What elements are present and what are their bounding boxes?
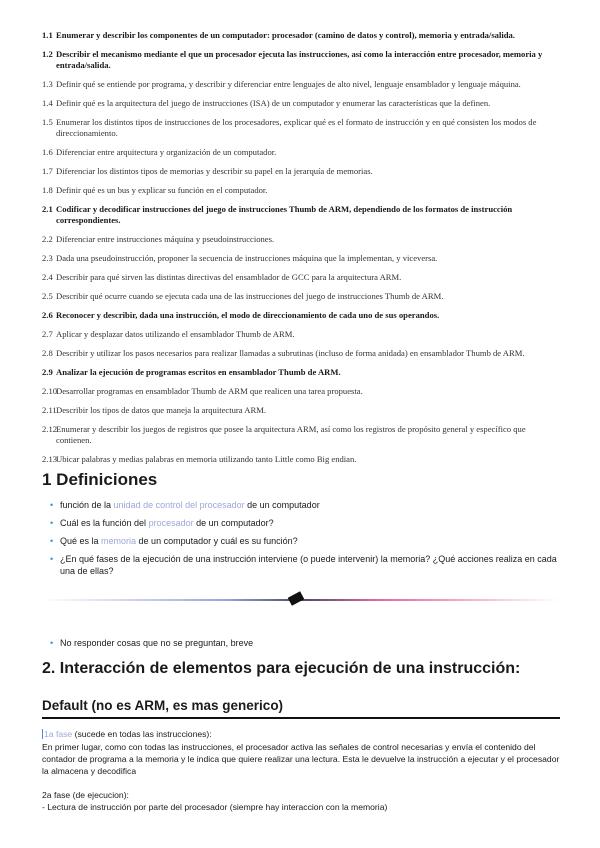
- objective-text: Definir qué se entiende por programa, y describir y diferenciar entre lenguajes de alto nivel, lenguaje ensamblador y lenguaje máquina.: [56, 79, 521, 89]
- objective-item: [42, 166, 562, 177]
- objective-text: Enumerar y describir los juegos de registros que posee la arquitectura ARM, así como los registros de propósito general y específico que contienen.: [56, 424, 526, 445]
- objective-item: [42, 234, 562, 245]
- objective-text: Dada una pseudoinstrucción, proponer la secuencia de instrucciones máquina que la implementan, y viceversa.: [56, 253, 438, 263]
- phase-2-heading: 2a fase (de ejecucion):: [42, 790, 129, 800]
- objective-number: 2.12: [42, 424, 58, 434]
- objective-text: Describir qué ocurre cuando se ejecuta cada una de las instrucciones del juego de instrucciones Thumb de ARM.: [56, 291, 444, 301]
- definition-text: ¿En qué fases de la ejecución de una instrucción interviene (o puede intervenir) la memoria? ¿Qué acciones realiza en cada una de ellas?: [60, 554, 557, 576]
- objective-number: 1.3: [42, 79, 53, 89]
- section-2-title: 2. Interacción de elementos para ejecución de una instrucción:: [42, 660, 521, 677]
- objective-text: Describir y utilizar los pasos necesarios para realizar llamadas a subrutinas (incluso de forma anidada) en ensamblador Thumb de ARM.: [56, 348, 525, 358]
- objective-item: [42, 147, 562, 158]
- section-2-subtitle: Default (no es ARM, es mas generico): [42, 698, 284, 713]
- objective-item: [42, 386, 562, 397]
- definition-text: Qué es la: [60, 536, 102, 546]
- definition-item: [50, 517, 560, 529]
- objective-text: Definir qué es un bus y explicar su función en el computador.: [56, 185, 268, 195]
- highlighted-term: unidad de control del procesador: [113, 500, 245, 510]
- objective-item: [42, 185, 562, 196]
- objective-text: Definir qué es la arquitectura del juego de instrucciones (ISA) de un computador y enumerar las características que la definen.: [56, 98, 491, 108]
- note-list: [50, 637, 560, 655]
- objective-text: Enumerar y describir los componentes de un computador: procesador (camino de datos y control), memoria y entrada/salida.: [56, 30, 515, 40]
- definition-item: [50, 535, 560, 547]
- objective-number: 2.6: [42, 310, 53, 320]
- objective-number: 2.7: [42, 329, 53, 339]
- definition-item: [50, 499, 560, 511]
- objective-item: [42, 117, 562, 139]
- objective-number: 2.13: [42, 454, 58, 464]
- objective-number: 1.7: [42, 166, 53, 176]
- objective-item: [42, 49, 562, 71]
- objective-number: 2.3: [42, 253, 53, 263]
- objective-number: 2.1: [42, 204, 53, 214]
- objective-text: Diferenciar entre arquitectura y organización de un computador.: [56, 147, 277, 157]
- objective-number: 1.6: [42, 147, 53, 157]
- definition-text: de un computador: [244, 500, 320, 510]
- objective-number: 1.8: [42, 185, 53, 195]
- definitions-list: [50, 499, 560, 583]
- objective-text: Describir el mecanismo mediante el que un procesador ejecuta las instrucciones, así como la interacción entre procesador, memoria y entrada/salida.: [56, 49, 543, 70]
- objective-number: 1.4: [42, 98, 53, 108]
- objective-text: Diferenciar los distintos tipos de memorias y describir su papel en la jerarquía de memorias.: [56, 166, 373, 176]
- objective-item: [42, 424, 562, 446]
- definition-text: de un computador y cuál es su función?: [136, 536, 298, 546]
- objective-item: [42, 98, 562, 109]
- objective-text: Diferenciar entre instrucciones máquina y pseudoinstrucciones.: [56, 234, 275, 244]
- objective-item: [42, 329, 562, 340]
- objective-item: [42, 272, 562, 283]
- definition-text: Cuál es la función del: [60, 518, 149, 528]
- objective-text: Ubicar palabras y medias palabras en memoria utilizando tanto Little como Big endian.: [56, 454, 357, 464]
- objective-item: [42, 310, 562, 321]
- objective-item: [42, 348, 562, 359]
- objective-text: Reconocer y describir, dada una instrucción, el modo de direccionamiento de cada uno de sus operandos.: [56, 310, 440, 320]
- phase-1-label: 1a fase: [44, 729, 73, 739]
- definition-text: de un computador?: [193, 518, 274, 528]
- phase-1-text: En primer lugar, como con todas las instrucciones, el procesador activa las señales de control necesarias y envía el contenido del contador de programa a la memoria y le indica que quiere realizar una lectura. Esta le devuelve la instrucción a ejecutar y el procesador la almacena y decodifica: [42, 742, 560, 776]
- objective-text: Enumerar los distintos tipos de instrucciones de los procesadores, explicar qué es el formato de instrucción y en qué consisten los modos de direccionamiento.: [56, 117, 537, 138]
- objective-number: 2.2: [42, 234, 53, 244]
- objective-text: Aplicar y desplazar datos utilizando el ensamblador Thumb de ARM.: [56, 329, 295, 339]
- objective-item: [42, 291, 562, 302]
- objective-item: [42, 253, 562, 264]
- objective-item: [42, 454, 562, 465]
- highlighted-term: memoria: [101, 536, 137, 546]
- phase-1-heading: [42, 728, 560, 740]
- objective-text: Codificar y decodificar instrucciones del juego de instrucciones Thumb de ARM, dependiendo de los formatos de instrucción correspondientes.: [56, 204, 513, 225]
- objectives-list: [42, 30, 562, 473]
- objective-number: 2.5: [42, 291, 53, 301]
- section-1-title: 1 Definiciones: [42, 470, 158, 489]
- objective-item: [42, 30, 562, 41]
- objective-number: 2.10: [42, 386, 58, 396]
- definition-item: [50, 553, 560, 577]
- objective-item: [42, 405, 562, 416]
- definition-text: función de la: [60, 500, 114, 510]
- objective-number: 1.5: [42, 117, 53, 127]
- phase-1-qualifier: (sucede en todas las instrucciones):: [72, 729, 212, 739]
- divider-ornament-icon: [288, 591, 305, 606]
- objective-number: 2.8: [42, 348, 53, 358]
- objective-item: [42, 79, 562, 90]
- objective-number: 2.9: [42, 367, 53, 377]
- objective-item: [42, 204, 562, 226]
- objective-number: 2.4: [42, 272, 53, 282]
- objective-text: Describir para qué sirven las distintas directivas del ensamblador de GCC para la arquitectura ARM.: [56, 272, 402, 282]
- subtitle-underline: [42, 717, 560, 719]
- objective-number: 1.2: [42, 49, 53, 59]
- objective-number: 1.1: [42, 30, 53, 40]
- objective-item: [42, 367, 562, 378]
- highlighted-term: procesador: [148, 518, 194, 528]
- note-item: • No responder cosas que no se preguntan, breve: [50, 637, 560, 649]
- phase-2-text: - Lectura de instrucción por parte del procesador (siempre hay interaccion con la memoria): [42, 802, 388, 812]
- objective-text: Describir los tipos de datos que maneja la arquitectura ARM.: [56, 405, 267, 415]
- objective-number: 2.11: [42, 405, 57, 415]
- objective-text: Analizar la ejecución de programas escritos en ensamblador Thumb de ARM.: [56, 367, 341, 377]
- objective-text: Desarrollar programas en ensamblador Thumb de ARM que realicen una tarea propuesta.: [56, 386, 363, 396]
